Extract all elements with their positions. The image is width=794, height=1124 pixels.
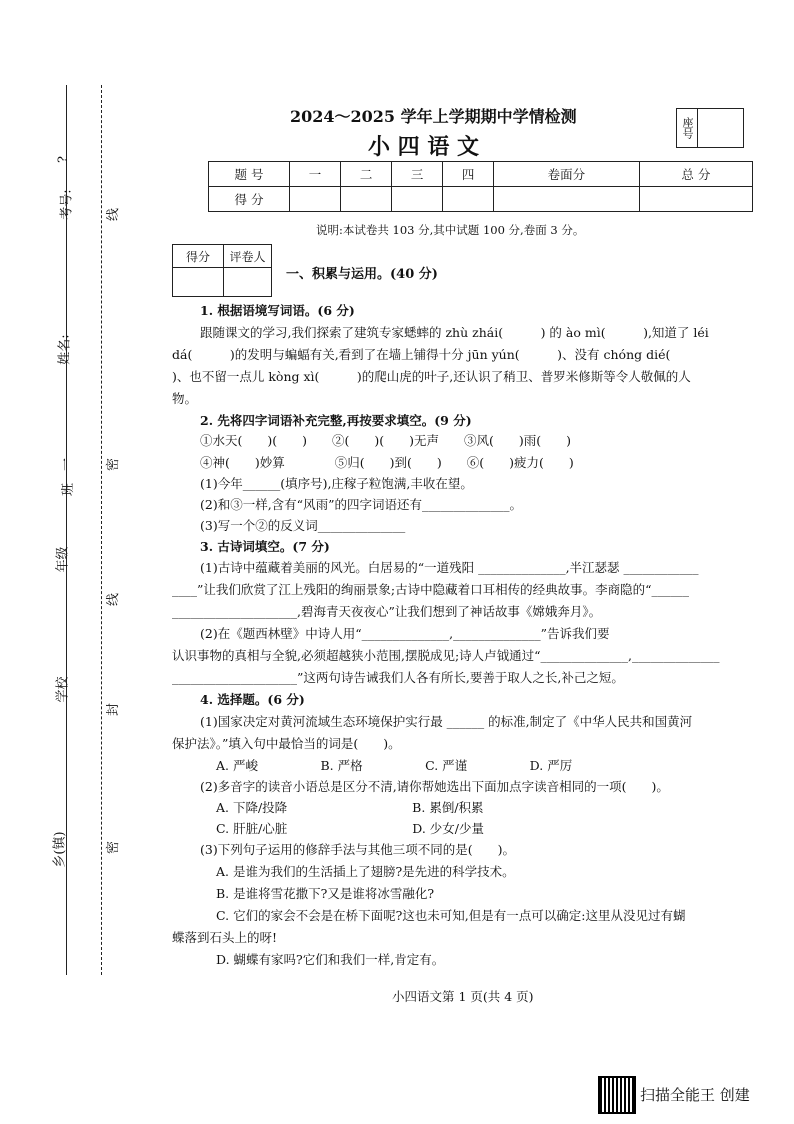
score-header-cell: 二 (341, 162, 392, 187)
question-line: A. 下降/投降 B. 累倒/积累 (216, 800, 484, 815)
question-line: C. 肝脏/心脏 D. 少女/少量 (216, 821, 485, 836)
question-line: ____”让我们欣赏了江上残阳的绚丽景象;古诗中隐藏着口耳相传的经典故事。李商隐的“______ (172, 582, 689, 597)
seat-label: 座号 (677, 109, 698, 147)
score-row-label: 得 分 (209, 187, 290, 212)
seat-input[interactable] (698, 109, 743, 147)
score-header-cell: 四 (443, 162, 494, 187)
question-line: 蝶落到石头上的呀! (172, 930, 278, 945)
grader-score-label: 得分 (173, 245, 224, 268)
grader-score-cell[interactable] (173, 268, 224, 297)
score-header-cell: 卷面分 (494, 162, 639, 187)
question-line: 跟随课文的学习,我们探索了建筑专家蟋蟀的 zhù zhái( ) 的 ào mì( ),知道了 léi (200, 325, 709, 340)
question-line: (2)多音字的读音小语总是区分不清,请你帮她选出下面加点字读音相同的一项( )。 (200, 779, 669, 794)
side-xingming-label: 姓名: (57, 334, 73, 365)
question-line: (3)写一个②的反义词______________ (200, 518, 406, 533)
score-header-cell: 三 (392, 162, 443, 187)
question-line: A. 严峻 B. 严格 C. 严谨 D. 严厉 (216, 758, 573, 773)
score-cell[interactable] (290, 187, 341, 212)
side-ban-num: 一 (59, 457, 75, 472)
side-nianji-label: 年级 (55, 546, 71, 573)
question-line: ____________________,碧海青天夜夜心”让我们想到了神话故事《嫦娥奔月》。 (172, 604, 602, 619)
question-line: 2. 先将四字词语补充完整,再按要求填空。(9 分) (200, 413, 472, 428)
page-footer: 小四语文第 1 页(共 4 页) (392, 989, 534, 1004)
question-line: A. 是谁为我们的生活插上了翅膀?是先进的科学技术。 (216, 864, 515, 879)
side-xiangzhen-label: 乡(镇) (52, 831, 68, 868)
side-mi-1: 密 (106, 457, 122, 472)
question-line: dá( )的发明与蝙蝠有关,看到了在墙上铺得十分 jūn yún( )、没有 chóng dié( (172, 347, 671, 362)
side-kaohao-label: 考号: (59, 189, 75, 220)
scanner-watermark: 扫描全能王 创建 (640, 1086, 750, 1104)
question-line: (3)下列句子运用的修辞手法与其他三项不同的是( )。 (200, 842, 515, 857)
question-line: C. 它们的家会不会是在桥下面呢?这也未可知,但是有一点可以确定:这里从没见过有蝴 (216, 908, 686, 923)
question-line: 4. 选择题。(6 分) (200, 692, 305, 707)
question-line: (2)和③一样,含有“风雨”的四字词语还有______________。 (200, 497, 522, 512)
question-line: ①水天( )( ) ②( )( )无声 ③风( )雨( ) (200, 433, 572, 448)
question-line: (1)古诗中蕴藏着美丽的风光。白居易的“一道残阳 ______________,半江瑟瑟 ____________ (200, 560, 699, 575)
question-line: ④神( )妙算 ⑤归( )到( ) ⑥( )疲力( ) (200, 455, 574, 470)
grader-name-label: 评卷人 (224, 245, 272, 268)
question-line: (1)今年______(填序号),庄稼子粒饱满,丰收在望。 (200, 476, 473, 491)
side-xian-1: 线 (106, 207, 122, 222)
question-line: D. 蝴蝶有家吗?它们和我们一样,肯定有。 (216, 952, 445, 967)
score-header-cell: 一 (290, 162, 341, 187)
side-kaohao-mark: ? (55, 156, 71, 163)
grader-box (172, 244, 272, 297)
question-line: ____________________”这两句诗告诫我们人各有所长,要善于取人之长,补己之短。 (172, 670, 624, 685)
side-mi-2: 密 (106, 840, 122, 855)
side-ban-label: 班 (61, 482, 77, 497)
question-line: 1. 根据语境写词语。(6 分) (200, 303, 355, 318)
score-header-cell: 总 分 (639, 162, 752, 187)
exam-subject: 小 四 语 文 (368, 134, 479, 160)
score-cell[interactable] (392, 187, 443, 212)
qr-code-icon (598, 1076, 636, 1114)
score-table (208, 161, 753, 212)
side-feng: 封 (106, 702, 122, 717)
score-cell[interactable] (639, 187, 752, 212)
question-line: )、也不留一点儿 kòng xì( )的爬山虎的叶子,还认识了稍卫、普罗米修斯等令人敬佩的人 (172, 369, 691, 384)
side-xian-2: 线 (106, 592, 122, 607)
exam-note: 说明:本试卷共 103 分,其中试题 100 分,卷面 3 分。 (316, 223, 585, 237)
grader-name-cell[interactable] (224, 268, 272, 297)
question-line: (2)在《题西林壁》中诗人用“______________,______________”告诉我们要 (200, 626, 610, 641)
question-line: 保护法》。”填入句中最恰当的词是( )。 (172, 736, 401, 751)
score-cell[interactable] (341, 187, 392, 212)
score-cell[interactable] (494, 187, 639, 212)
seat-box (676, 108, 744, 148)
question-line: 3. 古诗词填空。(7 分) (200, 539, 330, 554)
question-line: 认识事物的真相与全貌,必须超越狭小范围,摆脱成见;诗人卢钺通过“______________,______________ (172, 648, 720, 663)
score-cell[interactable] (443, 187, 494, 212)
question-line: 物。 (172, 391, 198, 406)
score-header-cell: 题 号 (209, 162, 290, 187)
question-line: B. 是谁将雪花撒下?又是谁将冰雪融化? (216, 886, 435, 901)
section-heading: 一、积累与运用。(40 分) (286, 267, 438, 282)
side-xuexiao-label: 学校 (55, 676, 71, 703)
question-line: (1)国家决定对黄河流域生态环境保护实行最 ______ 的标准,制定了《中华人民共和国黄河 (200, 714, 693, 729)
exam-title: 2024～2025 学年上学期期中学情检测 (290, 107, 577, 126)
